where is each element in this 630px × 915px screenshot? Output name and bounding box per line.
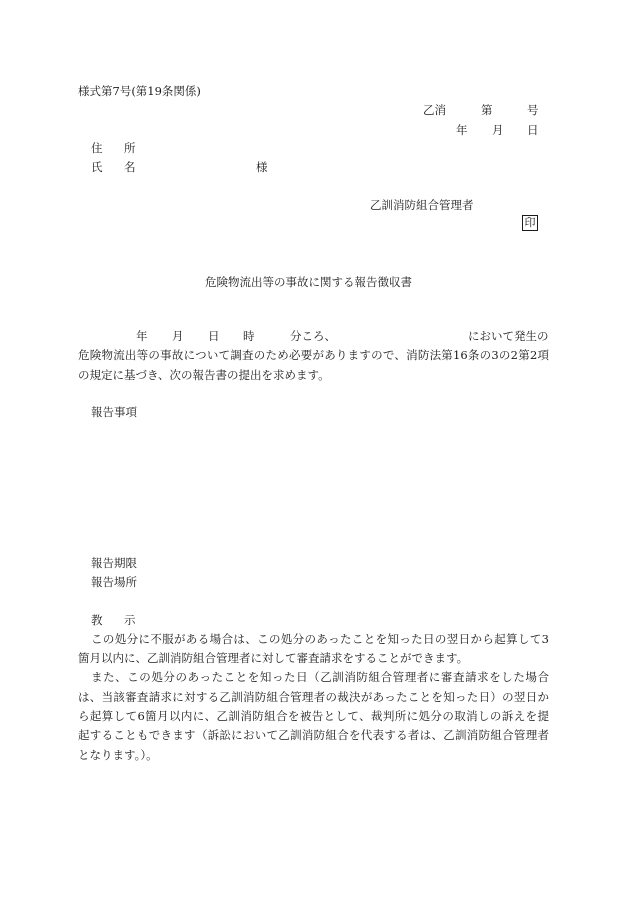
date-year-label: 年 [456, 123, 468, 137]
report-items-label: 報告事項 [91, 405, 137, 419]
body-line-3: の規定に基づき、次の報告書の提出を求めます。 [78, 368, 330, 382]
instruction-line: ら起算して6箇月以内に、乙訓消防組合を被告として、裁判所に処分の取消しの訴えを提 [78, 709, 549, 723]
report-place-label: 報告場所 [91, 575, 137, 589]
document-title: 危険物流出等の事故に関する報告徴収書 [205, 275, 412, 289]
seal-mark: 印 [522, 215, 538, 231]
date-day-label: 日 [527, 123, 539, 137]
body-line-2: 危険物流出等の事故について調査のため必要がありますので、消防法第16条の3の2第2項 [78, 348, 549, 362]
document-number-go: 号 [527, 103, 539, 117]
form-number: 様式第7号(第19条関係) [78, 84, 201, 98]
instruction-heading-1: 教 [91, 613, 103, 627]
instruction-line: は、当該審査請求に対する乙訓消防組合管理者の裁決があったことを知った日）の翌日か [78, 690, 549, 704]
incident-day-label: 日 [208, 329, 220, 343]
document-number-dai: 第 [481, 103, 493, 117]
incident-year-label: 年 [136, 329, 148, 343]
incident-month-label: 月 [172, 329, 184, 343]
instruction-line: この処分に不服がある場合は、この処分のあったことを知った日の翌日から起算して3 [91, 632, 549, 646]
name-honorific: 様 [256, 160, 268, 174]
instruction-line: 箇月以内に、乙訓消防組合管理者に対して審査請求をすることができます。 [78, 651, 469, 665]
incident-hour-label: 時 [243, 329, 255, 343]
issuer-name: 乙訓消防組合管理者 [370, 198, 474, 212]
name-label-2: 名 [124, 160, 136, 174]
instruction-line: となります。）。 [78, 748, 158, 762]
date-month-label: 月 [492, 123, 504, 137]
address-label-1: 住 [91, 141, 103, 155]
report-deadline-label: 報告期限 [91, 556, 137, 570]
address-label-2: 所 [124, 141, 136, 155]
incident-minute-label: 分ころ、 [290, 329, 336, 343]
instruction-line: 起することもできます（訴訟において乙訓消防組合を代表する者は、乙訓消防組合管理者 [78, 728, 549, 742]
incident-location-suffix: において発生の [468, 329, 549, 343]
name-label-1: 氏 [91, 160, 103, 174]
document-number-prefix: 乙消 [423, 103, 446, 117]
instruction-heading-2: 示 [124, 613, 136, 627]
instruction-line: また、この処分のあったことを知った日（乙訓消防組合管理者に審査請求をした場合 [91, 670, 549, 684]
